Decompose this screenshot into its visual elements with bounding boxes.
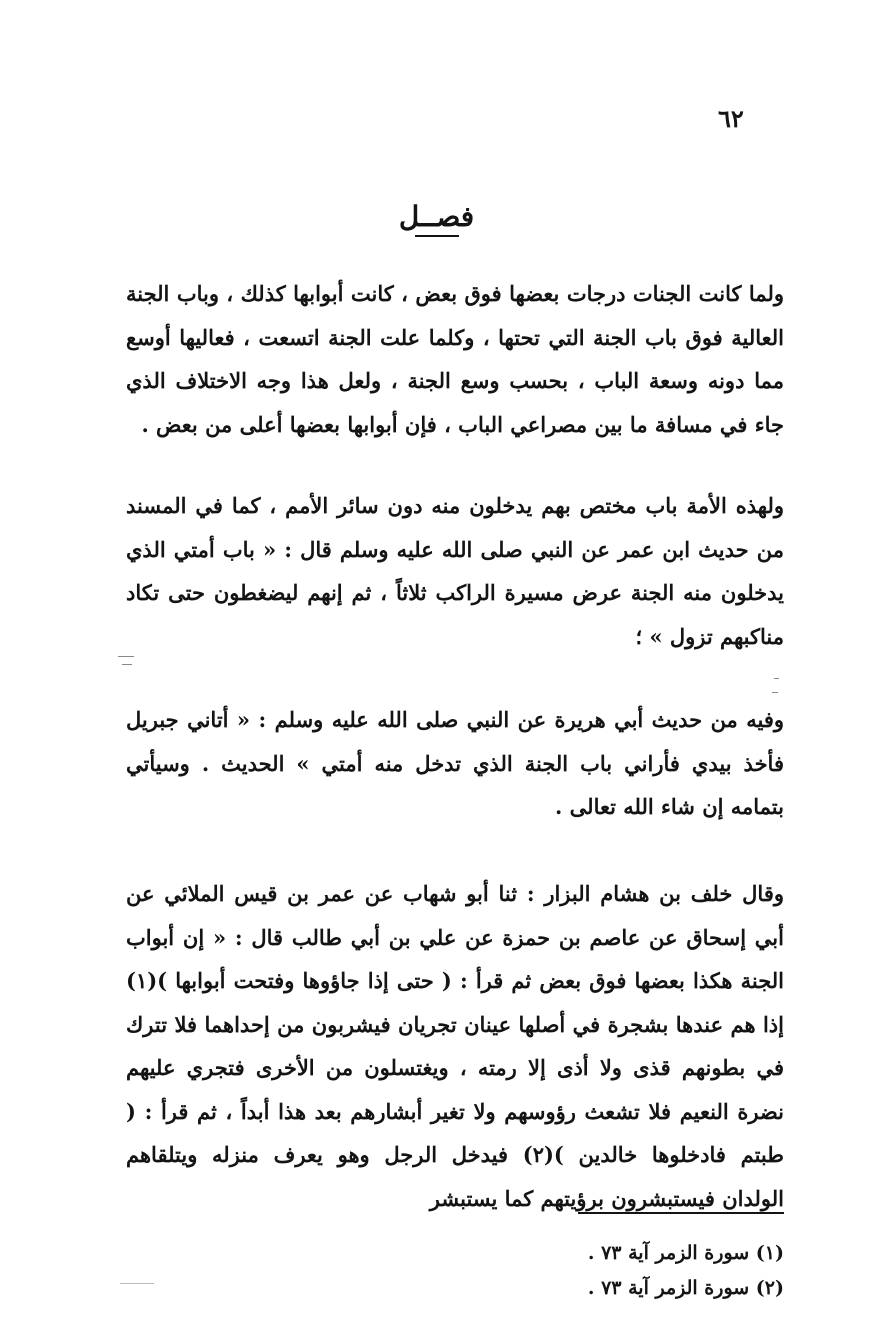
scan-speck	[122, 664, 132, 665]
footnote-separator	[578, 1212, 784, 1214]
scan-speck	[118, 656, 134, 657]
paragraph-2: ولهذه الأمة باب مختص بهم يدخلون منه دون سائر الأمم ، كما في المسند من حديث ابن عمر عن النبي صلى الله عليه وسلم قال : « باب أمتي الذي يدخلون منه الجنة عرض مسيرة الراكب ثلاثاً ، ثم إنهم ليضغطون حتى تكاد مناكبهم تزول » ؛	[126, 493, 784, 649]
page-number: ٦٢	[718, 104, 744, 133]
scan-speck	[772, 692, 778, 693]
paragraph-3: وفيه من حديث أبي هريرة عن النبي صلى الله عليه وسلم : « أتاني جبريل فأخذ بيدي فأراني باب الجنة الذي تدخل منه أمتي » الحديث . وسيأتي بتمامه إن شاء الله تعالى .	[126, 707, 784, 819]
scan-speck	[120, 1283, 154, 1284]
scan-speck	[774, 678, 779, 679]
footnotes	[480, 1236, 784, 1306]
paragraph-4: وقال خلف بن هشام البزار : ثنا أبو شهاب عن عمر بن قيس الملائي عن أبي إسحاق عن عاصم بن حمزة عن علي بن أبي طالب قال : « إن أبواب الجنة هكذا بعضها فوق بعض ثم قرأ : ( حتى إذا جاؤوها وفتحت أبوابها )(١) إذا هم عندها بشجرة في أصلها عينان تجريان فيشربون من إحداهما فلا تترك في بطونهم قذى ولا أذى إلا رمته ، ويغتسلون من الأخرى فتجري عليهم نضرة النعيم فلا تشعث رؤوسهم ولا تغير أبشارهم بعد هذا أبداً ، ثم قرأ : ( طبتم فادخلوها خالدين )(٢) فيدخل الرجل وهو يعرف منزله ويتلقاهم الولدان فيستبشرون برؤيتهم كما يستبشر	[126, 881, 784, 1211]
footnote-1: (١) سورة الزمر آية ٧٣ .	[587, 1242, 784, 1264]
footnote-2: (٢) سورة الزمر آية ٧٣ .	[587, 1277, 784, 1299]
section-title: فصــل	[0, 200, 873, 237]
paragraph-1: ولما كانت الجنات درجات بعضها فوق بعض ، كانت أبوابها كذلك ، وباب الجنة العالية فوق باب الجنة التي تحتها ، وكلما علت الجنة اتسعت ، فعاليها أوسع مما دونه وسعة الباب ، بحسب وسع الجنة ، ولعل هذا وجه الاختلاف الذي جاء في مسافة ما بين مصراعي الباب ، فإن أبوابها بعضها أعلى من بعض .	[126, 281, 784, 437]
